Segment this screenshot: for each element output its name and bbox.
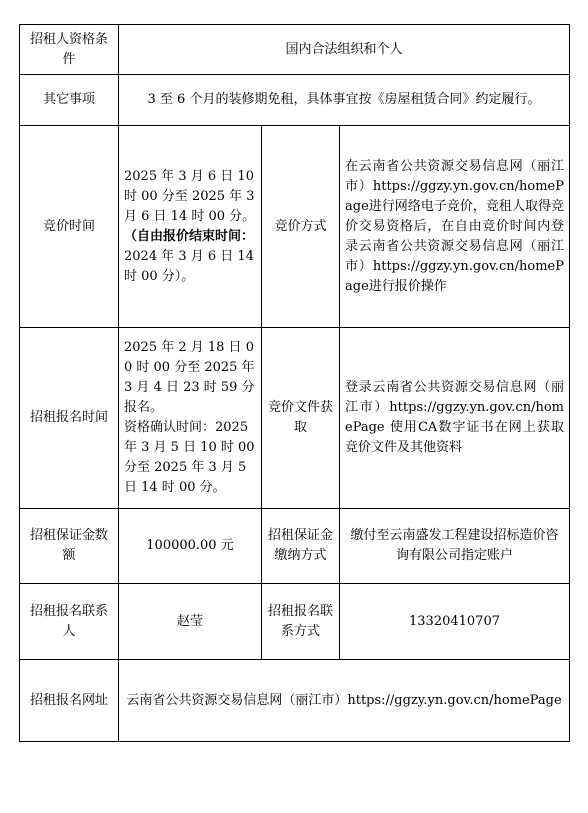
qualification-confirm-period: 资格确认时间：2025 年 3 月 5 日 10 时 00 分至 2025 年 3 月 5 日 14 时 00 分。	[124, 420, 255, 495]
contact-phone-label: 招租报名联系方式	[262, 584, 340, 660]
deposit-amount-value: 100000.00 元	[119, 509, 262, 584]
info-table	[19, 24, 570, 742]
deposit-method-value: 缴付至云南盛发工程建设招标造价咨询有限公司指定账户	[340, 509, 570, 584]
bidding-method-label: 竞价方式	[262, 126, 340, 328]
bidding-time-label: 竞价时间	[20, 126, 119, 328]
registration-time-value	[119, 328, 262, 509]
docs-value: 登录云南省公共资源交易信息网（丽江市）https://ggzy.yn.gov.cn/homePage 使用CA数字证书在网上获取竞价文件及其他资料	[340, 328, 570, 509]
qualification-value: 国内合法组织和个人	[119, 25, 570, 75]
row-registration	[20, 328, 570, 509]
website-label: 招租报名网址	[20, 660, 119, 742]
deposit-method-label-line1: 招租保证金	[267, 528, 333, 543]
row-website	[20, 660, 570, 742]
contact-person-label: 招租报名联系人	[20, 584, 119, 660]
other-value: 3 至 6 个月的装修期免租，具体事宜按《房屋租赁合同》约定履行。	[119, 75, 570, 126]
other-label: 其它事项	[20, 75, 119, 126]
website-value: 云南省公共资源交易信息网（丽江市）https://ggzy.yn.gov.cn/homePage	[119, 660, 570, 742]
deposit-method-label-line2: 缴纳方式	[274, 548, 327, 563]
deposit-method-label	[262, 509, 340, 584]
docs-label: 竞价文件获取	[262, 328, 340, 509]
bidding-end-label: （自由报价结束时间：	[124, 228, 255, 244]
bidding-end-text: 2024 年 3 月 6 日 14 时 00 分）。	[124, 248, 254, 284]
registration-time-label: 招租报名时间	[20, 328, 119, 509]
registration-period: 2025 年 2 月 18 日 00 时 00 分至 2025 年 3 月 4 日 23 时 59 分报名。	[124, 340, 255, 415]
contact-phone-value: 13320410707	[340, 584, 570, 660]
row-qualification	[20, 25, 570, 75]
deposit-amount-label: 招租保证金数额	[20, 509, 119, 584]
bidding-time-value	[119, 126, 262, 328]
qualification-label: 招租人资格条件	[20, 25, 119, 75]
row-bidding	[20, 126, 570, 328]
bidding-time-text: 2025 年 3 月 6 日 10 时 00 分至 2025 年 3 月 6 日 14 时 00 分。	[124, 168, 256, 224]
row-deposit	[20, 509, 570, 584]
row-other	[20, 75, 570, 126]
bidding-method-value: 在云南省公共资源交易信息网（丽江市）https://ggzy.yn.gov.cn/homePage进行网络电子竞价，竞租人取得竞价交易资格后，在自由竞价时间内登录云南省公共资源交易信息网（丽江市）https://ggzy.yn.gov.cn/homePage进行报价操作	[340, 126, 570, 328]
row-contact	[20, 584, 570, 660]
contact-person-value: 赵莹	[119, 584, 262, 660]
